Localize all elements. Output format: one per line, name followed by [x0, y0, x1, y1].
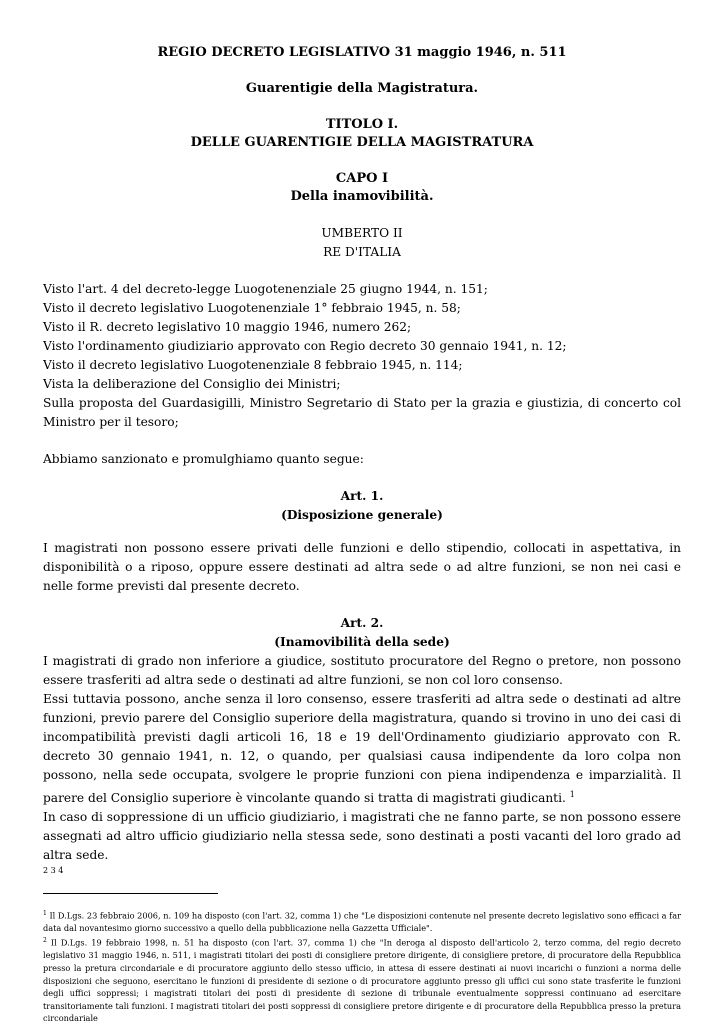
- preamble-line: Visto l'ordinamento giudiziario approvato con Regio decreto 30 gennaio 1941, n. 12;: [43, 339, 567, 353]
- article-number: Art. 2.: [340, 616, 384, 630]
- footnote-text: Il D.Lgs. 23 febbraio 2006, n. 109 ha disposto (con l'art. 32, comma 1) che "Le disposizioni contenute nel presente decreto legislativo sono efficaci a far data dal novantesimo giorno successivo a quello della pubblicazione nella Gazzetta Ufficiale".: [43, 910, 681, 934]
- capo-number: CAPO I: [335, 171, 389, 186]
- preamble: [43, 280, 681, 432]
- preamble-line: Visto il R. decreto legislativo 10 maggio 1946, numero 262;: [43, 320, 412, 334]
- article-paragraph: I magistrati non possono essere privati delle funzioni e dello stipendio, collocati in aspettativa, in disponibilità o a riposo, oppure essere destinati ad altra sede o ad altre funzioni, se non nei casi e nelle forme previsti dal presente decreto.: [43, 541, 681, 593]
- article-heading: (Disposizione generale): [281, 508, 443, 522]
- article-heading: (Inamovibilità della sede): [274, 635, 450, 649]
- article-1: [43, 487, 681, 596]
- titolo-name: DELLE GUARENTIGIE DELLA MAGISTRATURA: [190, 135, 534, 150]
- article-paragraph: In caso di soppressione di un ufficio giudiziario, i magistrati che ne fanno parte, se non possono essere assegnati ad altro ufficio giudiziario nella stessa sede, sono destinati a posti vacanti del loro grado ad altra sede.: [43, 810, 681, 863]
- decree-subtitle: Guarentigie della Magistratura.: [245, 81, 479, 96]
- preamble-line: Sulla proposta del Guardasigilli, Ministro Segretario di Stato per la grazia e giustizia, di concerto col Ministro per il tesoro;: [43, 396, 681, 429]
- footnote-mark: 1: [43, 910, 47, 918]
- document-page: [43, 44, 681, 1025]
- footnote-text: Il D.Lgs. 19 febbraio 1998, n. 51 ha disposto (con l'art. 37, comma 1) che "In deroga al disposto dell'articolo 2, terzo comma, del regio decreto legislativo 31 maggio 1946, n. 511, i magistrati titolari dei posti di consigliere pretore dirigente, di consigliere pretore, di procuratore della Repubblica presso la pretura circondariale e di procuratore aggiunto dello stesso ufficio, in attesa di essere destinati ai nuovi incarichi o funzioni a norma delle disposizioni che seguono, esercitano le funzioni di presidente di sezione o di procuratore aggiunto presso gli uffici cui sono state trasferite le funzioni degli uffici soppressi; i magistrati titolari dei posti di presidente di sezione di tribunale eventualmente soppressi continuano ad esercitare transitoriamente tali funzioni. I magistrati titolari dei posti soppressi di consigliere pretore dirigente e di procuratore della Repubblica presso la pretura circondariale: [43, 937, 681, 1024]
- promulgation-formula: Abbiamo sanzionato e promulghiamo quanto segue:: [43, 452, 364, 466]
- footnote-mark: 2: [43, 936, 47, 944]
- article-2: [43, 614, 681, 877]
- titolo-number: TITOLO I.: [325, 117, 399, 132]
- footnotes: [43, 908, 681, 1025]
- article-paragraph: [43, 690, 681, 808]
- article-paragraph-text: Essi tuttavia possono, anche senza il loro consenso, essere trasferiti ad altra sede o destinati ad altre funzioni, previo parere del Consiglio superiore della magistratura, quando si trovino in uno dei casi di incompatibilità previsti dagli articoli 16, 18 e 19 dell'Ordinamento giudiziario approvato con R. decreto 30 gennaio 1941, n. 12, o quando, per qualsiasi causa indipendente da loro colpa non possono, nella sede occupata, svolgere le proprie funzioni con piena indipendenza e imparzialità. Il parere del Consiglio superiore è vincolante quando si tratta di magistrati giudicanti.: [43, 692, 681, 806]
- article-number: Art. 1.: [340, 489, 384, 503]
- footnote-reference-marks[interactable]: 2 3 4: [43, 866, 64, 876]
- capo-name: Della inamovibilità.: [290, 189, 434, 204]
- footnote: [43, 935, 681, 1025]
- king-name: UMBERTO II: [321, 226, 403, 240]
- preamble-line: Visto il decreto legislativo Luogotenenziale 1° febbraio 1945, n. 58;: [43, 301, 461, 315]
- king-title: RE D'ITALIA: [323, 245, 401, 259]
- footnote-reference[interactable]: 1: [569, 790, 575, 799]
- footnote: [43, 908, 681, 935]
- preamble-line: Vista la deliberazione del Consiglio dei Ministri;: [43, 377, 341, 391]
- footnote-separator: [43, 893, 218, 894]
- decree-title: REGIO DECRETO LEGISLATIVO 31 maggio 1946, n. 511: [157, 45, 567, 60]
- preamble-line: Visto il decreto legislativo Luogotenenziale 8 febbraio 1945, n. 114;: [43, 358, 463, 372]
- article-paragraph: I magistrati di grado non inferiore a giudice, sostituto procuratore del Regno o pretore, non possono essere trasferiti ad altra sede o destinati ad altre funzioni, se non col loro consenso.: [43, 654, 681, 687]
- preamble-line: Visto l'art. 4 del decreto-legge Luogotenenziale 25 giugno 1944, n. 151;: [43, 282, 488, 296]
